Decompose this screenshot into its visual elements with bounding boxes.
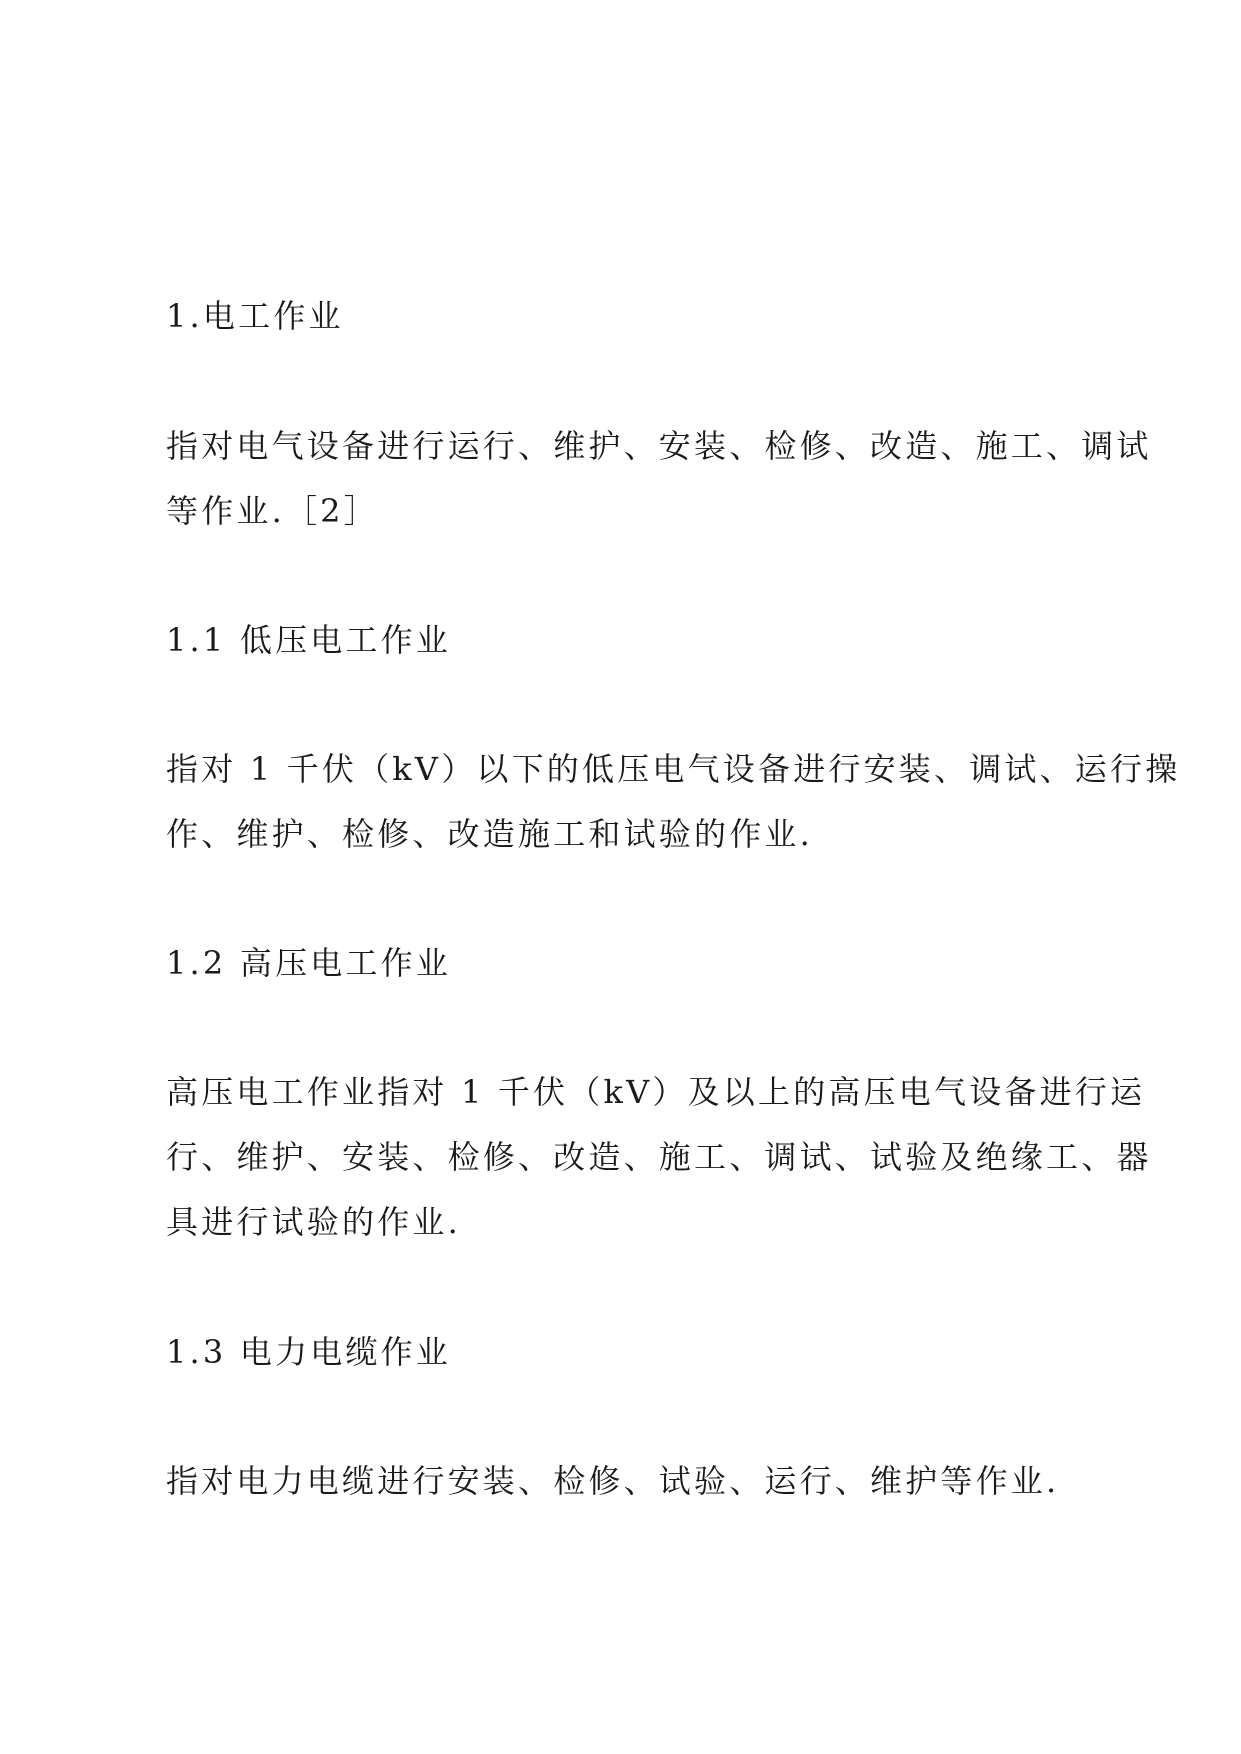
subsection-heading: 1.2 高压电工作业 bbox=[166, 944, 452, 982]
section-heading: 1.电工作业 bbox=[166, 297, 344, 335]
paragraph-line: 指对 1 千伏（kV）以下的低压电气设备进行安装、调试、运行操 bbox=[166, 750, 1181, 788]
paragraph-line: 作、维护、检修、改造施工和试验的作业. bbox=[166, 815, 813, 853]
paragraph-line: 等作业.［2］ bbox=[166, 492, 379, 530]
subsection-heading: 1.1 低压电工作业 bbox=[166, 621, 452, 659]
paragraph-line: 指对电气设备进行运行、维护、安装、检修、改造、施工、调试 bbox=[166, 427, 1152, 465]
paragraph-line: 指对电力电缆进行安装、检修、试验、运行、维护等作业. bbox=[166, 1462, 1060, 1500]
paragraph-line: 具进行试验的作业. bbox=[166, 1203, 461, 1241]
subsection-heading: 1.3 电力电缆作业 bbox=[166, 1333, 452, 1371]
paragraph-line: 行、维护、安装、检修、改造、施工、调试、试验及绝缘工、器 bbox=[166, 1138, 1152, 1176]
paragraph-line: 高压电工作业指对 1 千伏（kV）及以上的高压电气设备进行运 bbox=[166, 1073, 1146, 1111]
